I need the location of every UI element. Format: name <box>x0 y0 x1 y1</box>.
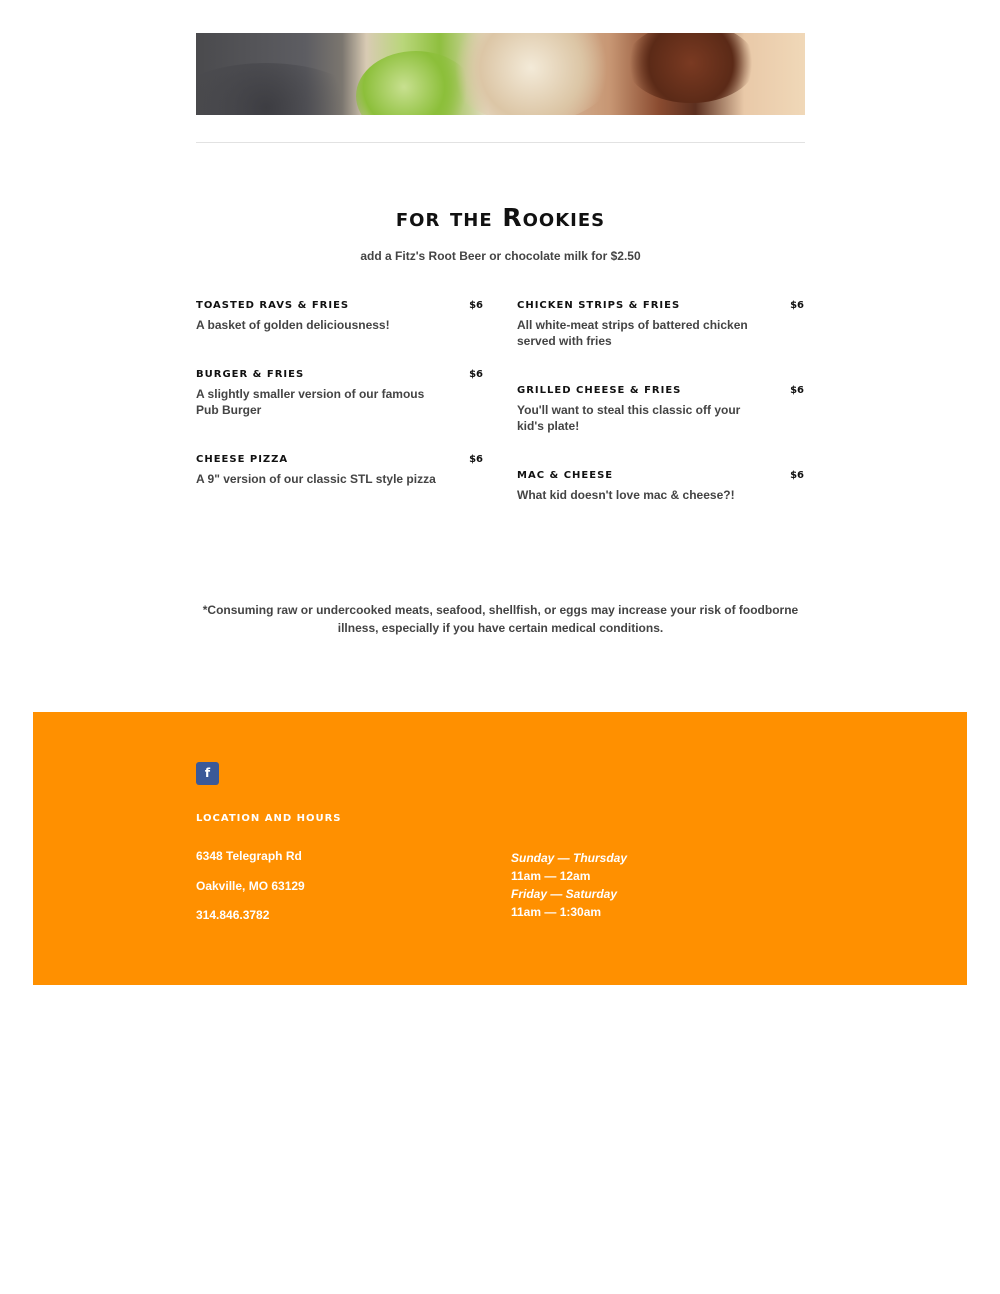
menu-item <box>517 469 804 503</box>
address-city: Oakville, MO 63129 <box>196 879 305 893</box>
hours-days: Sunday — Thursday <box>511 851 628 865</box>
site-footer <box>33 712 967 985</box>
menu-item-price: $6 <box>469 454 483 465</box>
menu-item <box>517 299 804 349</box>
hero-image <box>196 33 805 115</box>
menu-item-name: GRILLED CHEESE & FRIES <box>517 385 682 396</box>
section-title: for the Rookies <box>395 203 606 232</box>
hours-time: 11am — 1:30am <box>511 905 602 919</box>
menu-item-price: $6 <box>790 470 804 481</box>
menu-item-description: You'll want to steal this classic off your kid's plate! <box>517 403 741 433</box>
menu-item-description: What kid doesn't love mac & cheese?! <box>517 488 735 502</box>
address-street: 6348 Telegraph Rd <box>196 849 302 863</box>
menu-item-price: $6 <box>790 300 804 311</box>
menu-item-price: $6 <box>790 385 804 396</box>
menu-item <box>196 299 483 333</box>
hours-time: 11am — 12am <box>511 869 591 883</box>
section-subtitle: add a Fitz's Root Beer or chocolate milk for $2.50 <box>360 249 641 263</box>
food-safety-disclaimer: *Consuming raw or undercooked meats, seafood, shellfish, or eggs may increase your risk of foodborne illness, especially if you have certain medical conditions. <box>202 603 799 635</box>
hours-days: Friday — Saturday <box>511 887 618 901</box>
menu-item-name: TOASTED RAVS & FRIES <box>196 300 350 311</box>
menu-item-price: $6 <box>469 369 483 380</box>
menu-item <box>517 384 804 434</box>
section-divider <box>196 142 805 143</box>
menu-item-description: All white-meat strips of battered chicken served with fries <box>517 318 748 348</box>
menu-item-name: CHICKEN STRIPS & FRIES <box>517 300 681 311</box>
menu-item-name: MAC & CHEESE <box>517 470 614 481</box>
menu-item <box>196 368 483 418</box>
opening-hours <box>511 849 627 921</box>
menu-item-description: A basket of golden deliciousness! <box>196 318 390 332</box>
menu-item <box>196 453 483 487</box>
facebook-icon[interactable]: f <box>196 762 219 785</box>
hero-shadow <box>196 63 366 115</box>
menu-item-name: CHEESE PIZZA <box>196 454 289 465</box>
menu-item-name: BURGER & FRIES <box>196 369 305 380</box>
location-hours-heading: LOCATION AND HOURS <box>196 813 342 824</box>
hero-rice <box>446 33 616 115</box>
phone-number[interactable]: 314.846.3782 <box>196 908 270 922</box>
menu-item-price: $6 <box>469 300 483 311</box>
menu-item-description: A slightly smaller version of our famous Pub Burger <box>196 387 425 417</box>
menu-item-description: A 9" version of our classic STL style pizza <box>196 472 436 486</box>
hero-meat <box>626 33 756 103</box>
